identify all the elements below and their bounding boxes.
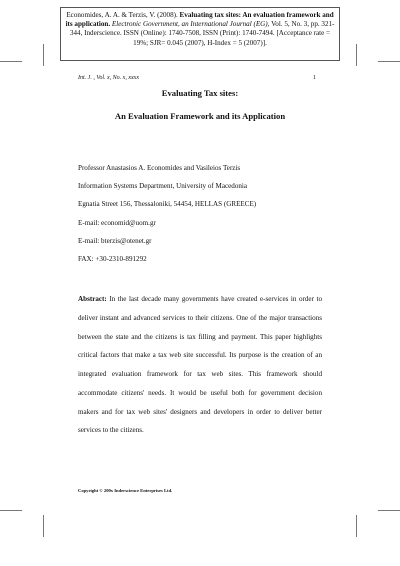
citation-metrics: [Acceptance rate = 19%; SJR= 0.045 (2007), H-Index = 5 (2007)]. [133, 29, 331, 47]
citation-details: Vol. 5, No. 3, pp. 321-344, Inderscience. ISSN (Online): 1740-7508, ISSN (Print): 1740-7494. [69, 20, 335, 38]
author-email-1: E-mail: economid@uom.gr [78, 219, 156, 227]
citation-box [60, 7, 340, 61]
author-names: Professor Anastasios A. Economides and Vasileios Terzis [78, 164, 241, 172]
crop-mark [0, 510, 22, 511]
citation-prefix: Economides, A. A. & Terzis, V. (2008). [66, 11, 178, 19]
author-email-2: E-mail: bterzis@otenet.gr [78, 237, 152, 245]
paper-title-line2: An Evaluation Framework and its Application [114, 111, 286, 121]
crop-mark [356, 44, 357, 66]
crop-mark [356, 515, 357, 537]
crop-mark [0, 61, 22, 62]
running-header-journal: Int. J. , Vol. x, No. x, xxxx [78, 75, 139, 81]
citation-title: Evaluating tax sites: An evaluation framework and its application. [65, 11, 334, 29]
page-number: 1 [313, 75, 316, 81]
crop-mark [378, 61, 400, 62]
citation-journal: Electronic Government, an International Journal (EG), [111, 20, 270, 29]
paper-title-line1: Evaluating Tax sites: [161, 88, 239, 98]
author-address: Egnatia Street 156, Thessaloniki, 54454, HELLAS (GREECE) [78, 200, 257, 208]
crop-mark [378, 510, 400, 511]
abstract-label: Abstract: [78, 295, 107, 303]
crop-mark [43, 515, 44, 537]
author-fax: FAX: +30-2310-891292 [78, 255, 147, 263]
abstract-text: In the last decade many governments have created e-services in order to deliver instant and advanced services to their citizens. One of the major transactions between the state and the citizens is tax filling and payment. This paper highlights critical factors that make a tax web site successful. Its purpose is the creation of an integrated evaluation framework for tax web sites. This framework should accommodate citizens' needs. It would be useful both for government decision makers and for tax web sites' designers and developers in order to deliver better services to the citizens. [78, 295, 322, 435]
abstract [78, 290, 322, 440]
author-department: Information Systems Department, University of Macedonia [78, 182, 248, 190]
copyright-notice: Copyright © 200x Inderscience Enterprises Ltd. [78, 488, 173, 493]
crop-mark [43, 44, 44, 66]
